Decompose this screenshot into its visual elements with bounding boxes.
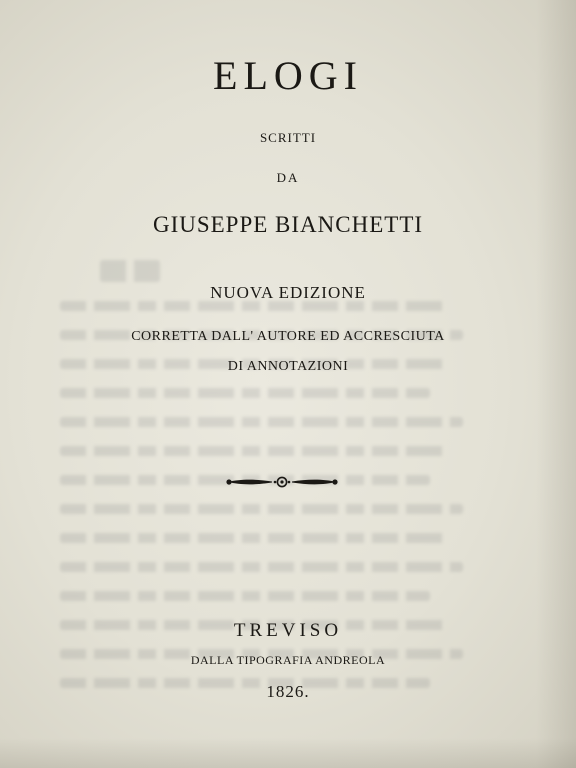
subtitle-line-2: DI ANNOTAZIONI — [227, 359, 349, 374]
page-bottom-shadow — [0, 738, 576, 768]
da-line: DA — [276, 170, 300, 185]
page-title: ELOGI — [213, 53, 363, 98]
imprint-city: TREVISO — [233, 620, 343, 641]
scritti-line: SCRITTI — [259, 130, 317, 145]
subtitle-line-1: CORRETTA DALL' AUTORE ED ACCRESCIUTA — [131, 329, 445, 344]
imprint-printer: DALLA TIPOGRAFIA ANDREOLA — [190, 653, 386, 667]
author-name: GIUSEPPE BIANCHETTI — [152, 212, 424, 237]
edition-line: NUOVA EDIZIONE — [210, 283, 366, 302]
imprint-year: 1826. — [266, 682, 310, 701]
page-edge-shadow — [536, 0, 576, 768]
printer-ornament-icon — [226, 474, 338, 490]
